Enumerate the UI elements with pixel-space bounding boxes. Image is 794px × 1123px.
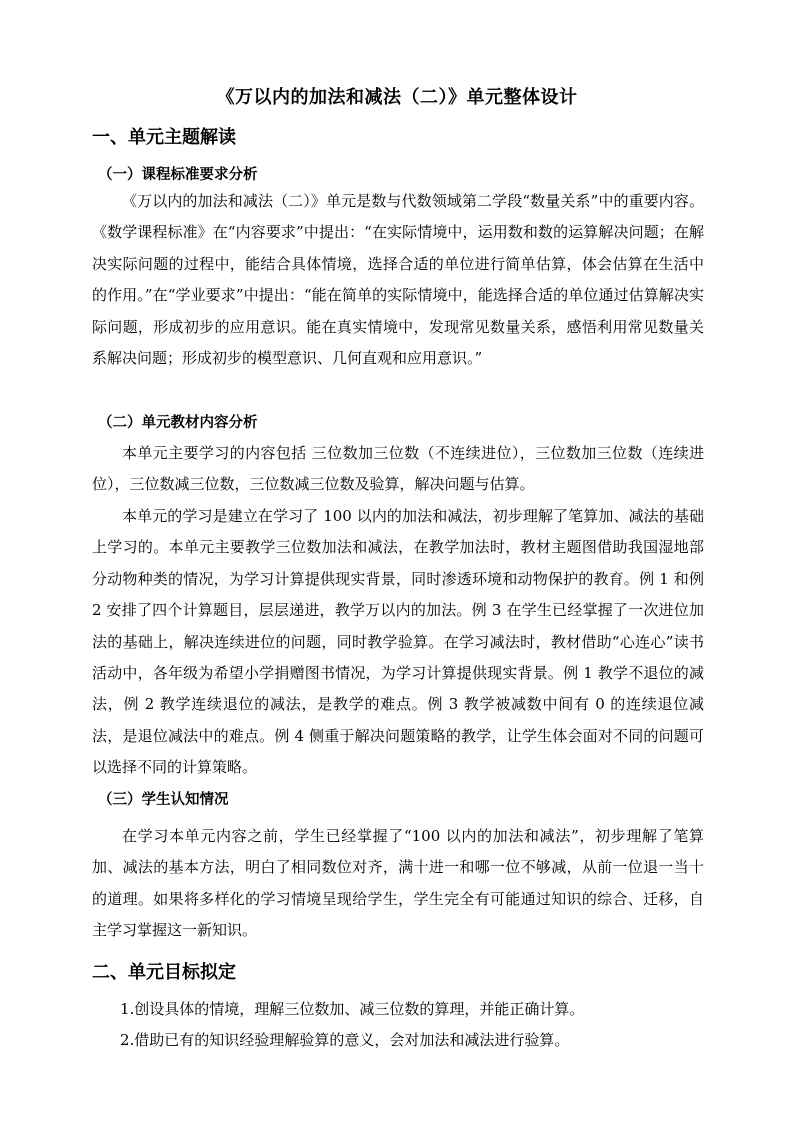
section-heading-goals: 二、单元目标拟定 xyxy=(92,962,236,983)
paragraph-materials-detail: 本单元的学习是建立在学习了 100 以内的加法和减法，初步理解了笔算加、减法的基础上学习的。本单元主要教学三位数加法和减法，在教学加法时，教材主题图借助我国湿地部分动物种类的情况，为学习计算提供现实背景，同时渗透环境和动物保护的教育。例 1 和例 2 安排了四个计算题目，层层递进，教学万以内的加法。例 3 在学生已经掌握了一次进位加法的基础上，解决连续进位的问题，同时教学验算。在学习减法时，教材借助“心连心”读书活动中，各年级为希望小学捐赠图书情况，为学习计算提供现实背景。例 1 教学不退位的减法，例 2 教学连续退位的减法，是教学的难点。例 3 教学被减数中间有 0 的连续退位减法，是退位减法中的难点。例 4 侧重于解决问题策略的教学，让学生体会面对不同的问题可以选择不同的计算策略。 xyxy=(92,507,704,777)
goal-item: 1.创设具体的情境，理解三位数加、减三位数的算理，并能正确计算。 xyxy=(120,1000,585,1018)
section-heading-theme: 一、单元主题解读 xyxy=(92,127,236,148)
paragraph-materials-overview: 本单元主要学习的内容包括 三位数加三位数（不连续进位），三位数加三位数（连续进位），三位数减三位数，三位数减三位数及验算，解决问题与估算。 xyxy=(92,444,704,494)
paragraph-curriculum: 《万以内的加法和减法（二）》单元是数与代数领域第二学段“数量关系”中的重要内容。《数学课程标准》在“内容要求”中提出：“在实际情境中，运用数和数的运算解决问题；在解决实际问题的过程中，能结合具体情境，选择合适的单位进行简单估算，体会估算在生活中的作用。”在“学业要求”中提出：“能在简单的实际情境中，能选择合适的单位通过估算解决实际问题，形成初步的应用意识。能在真实情境中，发现常见数量关系，感悟利用常见数量关系解决问题；形成初步的模型意识、几何直观和应用意识。” xyxy=(92,192,704,368)
subsection-heading-curriculum: （一）课程标准要求分析 xyxy=(98,167,258,183)
subsection-heading-materials: （二）单元教材内容分析 xyxy=(98,415,258,431)
subsection-heading-cognition: （三）学生认知情况 xyxy=(98,792,229,808)
document-title: 《万以内的加法和减法（二）》单元整体设计 xyxy=(216,87,578,108)
goal-item: 2.借助已有的知识经验理解验算的意义，会对加法和减法进行验算。 xyxy=(120,1031,570,1049)
paragraph-cognition: 在学习本单元内容之前，学生已经掌握了“100 以内的加法和减法”，初步理解了笔算加、减法的基本方法，明白了相同数位对齐，满十进一和哪一位不够减，从前一位退一当十的道理。如果将多样化的学习情境呈现给学生，学生完全有可能通过知识的综合、迁移，自主学习掌握这一新知识。 xyxy=(92,827,704,940)
